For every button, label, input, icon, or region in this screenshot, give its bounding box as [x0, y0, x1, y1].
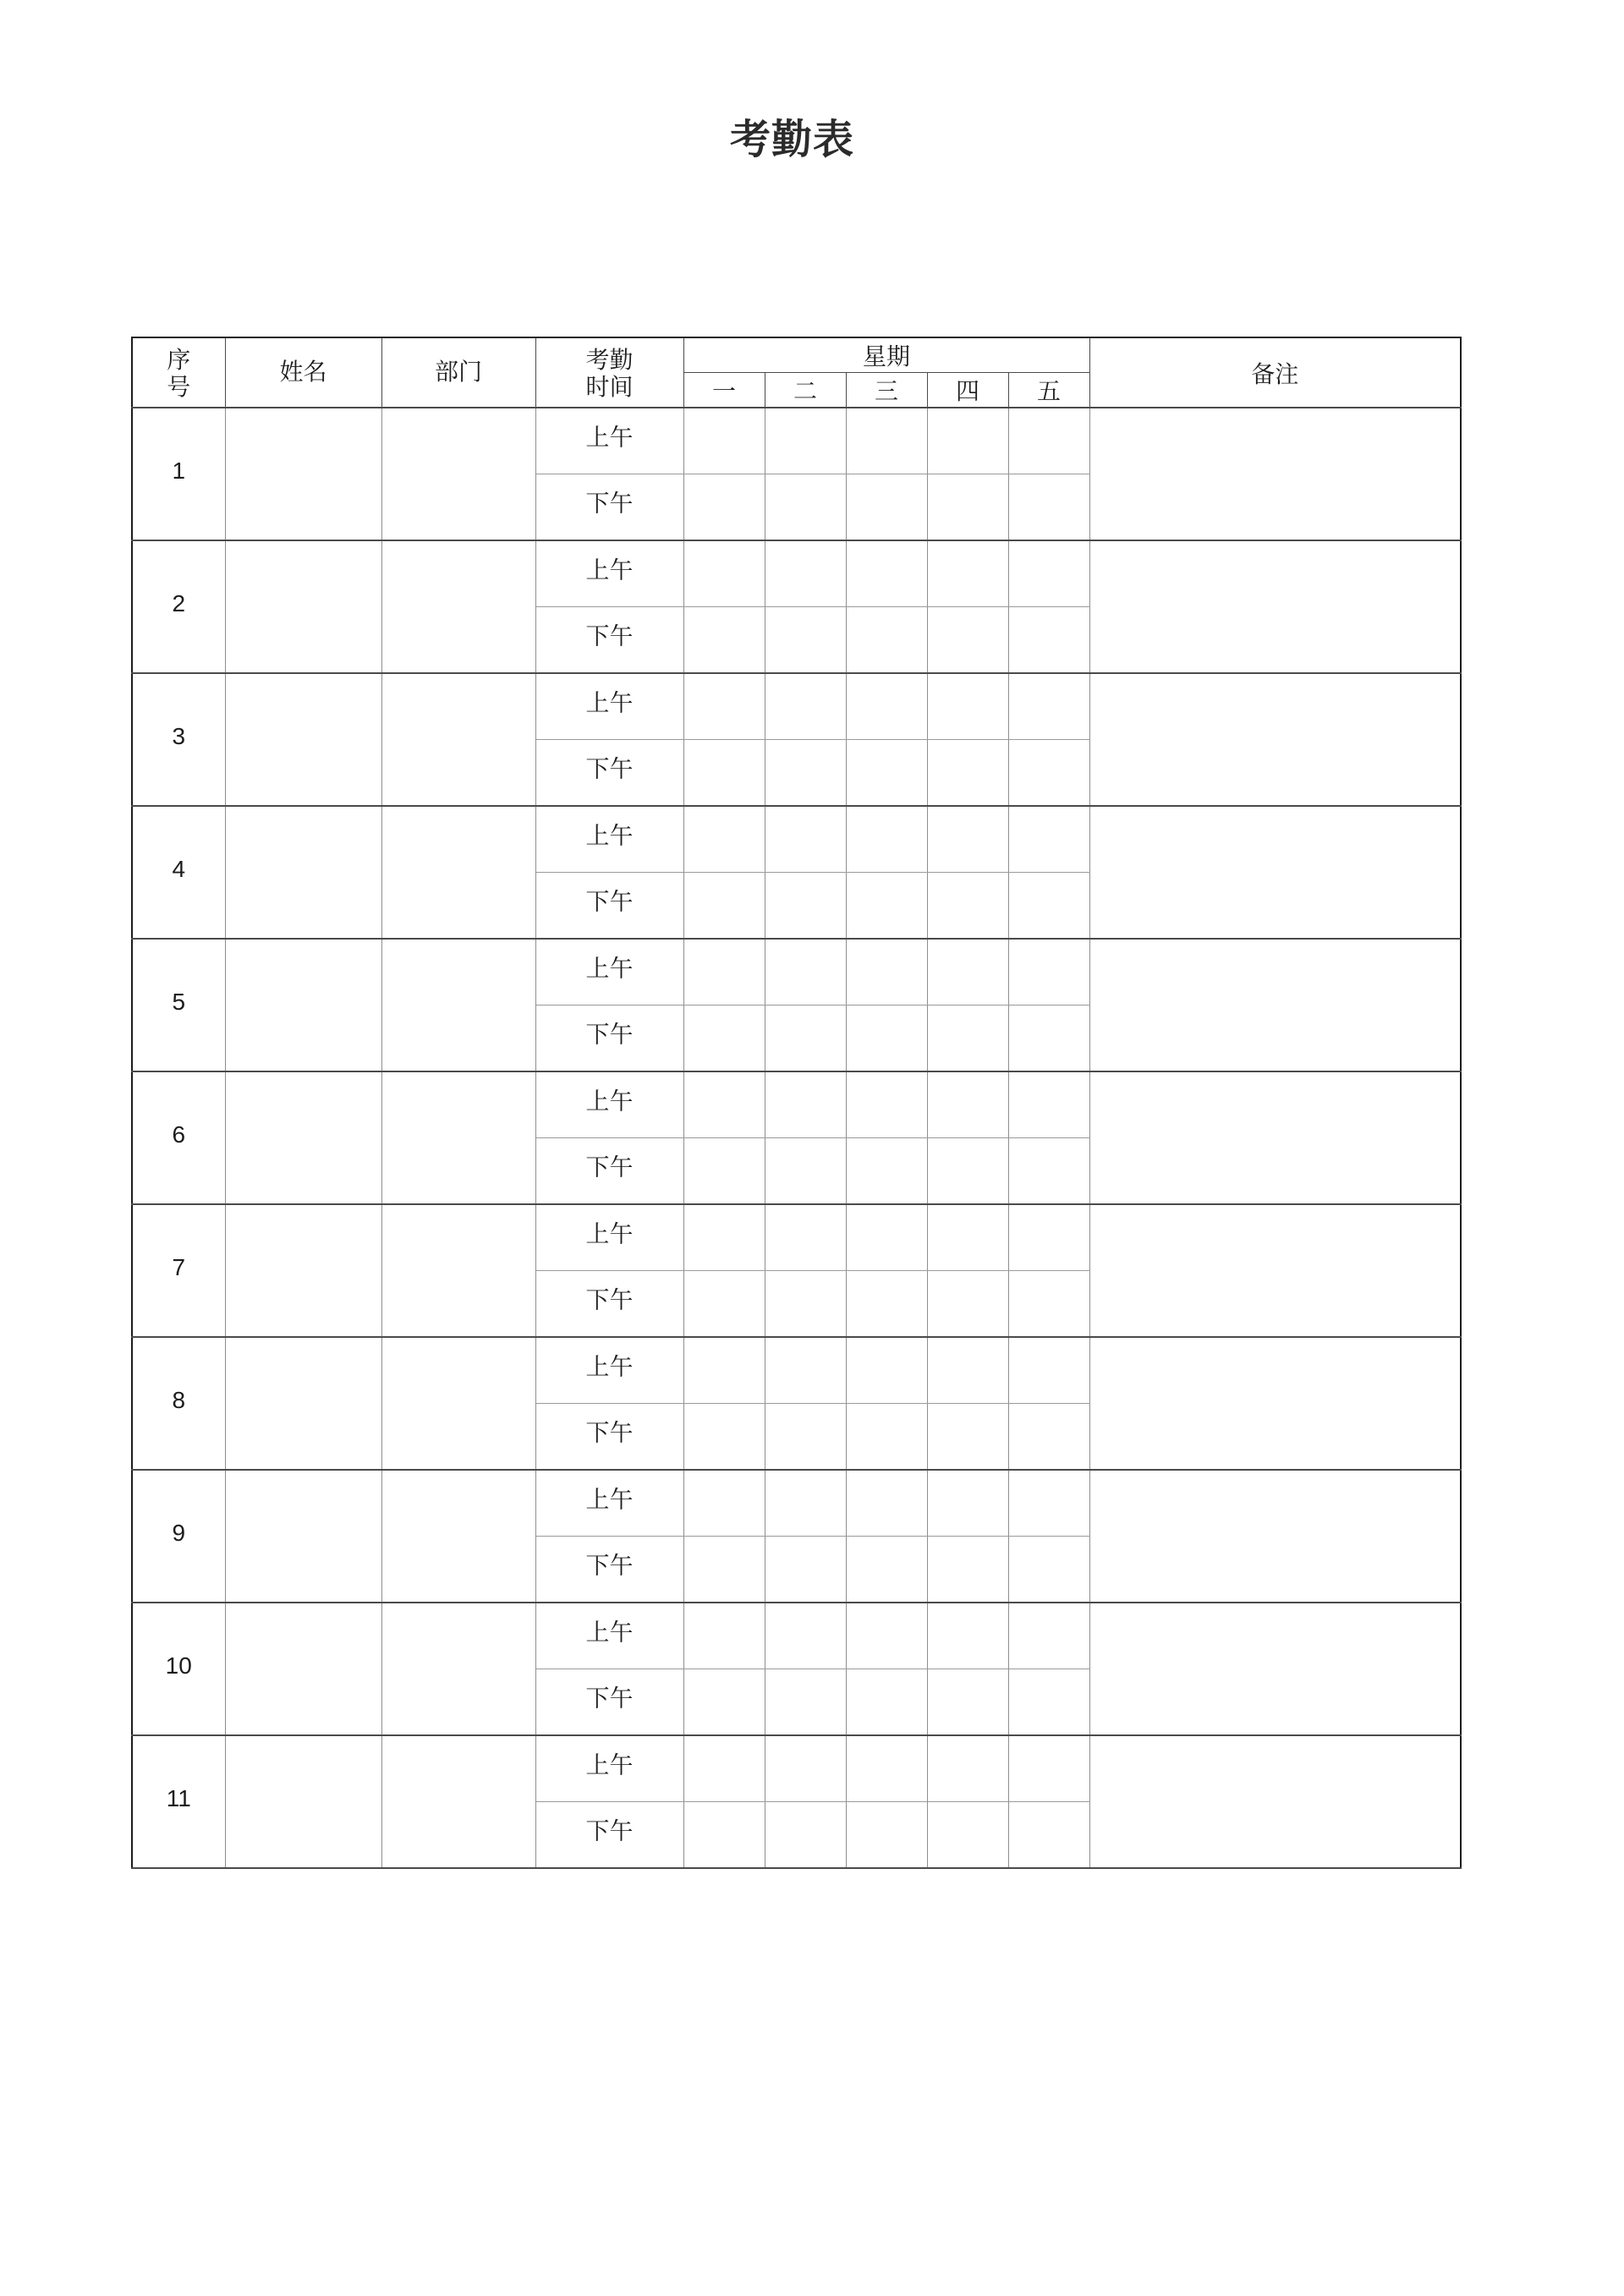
- period-label-afternoon: [535, 607, 683, 674]
- name-input-cell[interactable]: [225, 1470, 381, 1603]
- department-input-cell[interactable]: [381, 1337, 535, 1470]
- attendance-cell-morning[interactable]: [846, 1735, 927, 1802]
- table-row: [132, 806, 1461, 873]
- attendance-cell-afternoon[interactable]: [846, 1404, 927, 1471]
- attendance-cell-afternoon[interactable]: [927, 740, 1008, 807]
- row-index-label: 7: [172, 1253, 186, 1280]
- attendance-cell-afternoon[interactable]: [846, 474, 927, 541]
- period-label-afternoon: [535, 1802, 683, 1869]
- attendance-cell-afternoon[interactable]: [846, 1669, 927, 1736]
- attendance-cell-morning[interactable]: [1008, 1735, 1089, 1802]
- attendance-cell-afternoon[interactable]: [927, 873, 1008, 940]
- period-label-morning: [535, 408, 683, 474]
- attendance-cell-afternoon[interactable]: [846, 1271, 927, 1338]
- attendance-cell-afternoon[interactable]: [927, 1006, 1008, 1072]
- attendance-cell-morning[interactable]: [683, 1735, 765, 1802]
- attendance-cell-afternoon[interactable]: [765, 1802, 846, 1869]
- column-header-weekday-3: 三: [846, 373, 927, 408]
- period-label-afternoon: [535, 873, 683, 940]
- attendance-cell-morning[interactable]: [1008, 1337, 1089, 1404]
- attendance-cell-afternoon[interactable]: [846, 1006, 927, 1072]
- attendance-cell-afternoon[interactable]: [683, 1669, 765, 1736]
- attendance-cell-morning[interactable]: [846, 939, 927, 1006]
- table-row: [132, 408, 1461, 474]
- name-input-cell[interactable]: [225, 408, 381, 540]
- attendance-cell-afternoon[interactable]: [1008, 1669, 1089, 1736]
- attendance-cell-afternoon[interactable]: [1008, 1006, 1089, 1072]
- attendance-cell-afternoon[interactable]: [927, 1271, 1008, 1338]
- department-input-cell[interactable]: [381, 673, 535, 806]
- attendance-cell-afternoon[interactable]: [1008, 740, 1089, 807]
- attendance-cell-morning[interactable]: [683, 806, 765, 873]
- period-label-afternoon: [535, 1138, 683, 1205]
- row-index-cell: [132, 673, 225, 806]
- attendance-cell-morning[interactable]: [927, 673, 1008, 740]
- attendance-cell-morning[interactable]: [1008, 540, 1089, 607]
- attendance-cell-morning[interactable]: [1008, 673, 1089, 740]
- column-header-weekday-1: 一: [683, 373, 765, 408]
- attendance-cell-afternoon[interactable]: [846, 1138, 927, 1205]
- attendance-cell-morning[interactable]: [927, 1204, 1008, 1271]
- attendance-cell-morning[interactable]: [846, 1071, 927, 1138]
- attendance-cell-afternoon[interactable]: [683, 1006, 765, 1072]
- period-label-morning: [535, 673, 683, 740]
- name-input-cell[interactable]: [225, 1204, 381, 1337]
- attendance-cell-afternoon[interactable]: [1008, 1537, 1089, 1603]
- attendance-cell-afternoon[interactable]: [765, 1404, 846, 1471]
- period-label-morning-text: 上午: [585, 1486, 634, 1513]
- remarks-cell[interactable]: [1089, 408, 1461, 540]
- column-header-time-line2: 时间: [585, 373, 634, 400]
- attendance-cell-morning[interactable]: [765, 1204, 846, 1271]
- attendance-cell-afternoon[interactable]: [846, 1537, 927, 1603]
- attendance-cell-afternoon[interactable]: [846, 607, 927, 674]
- period-label-afternoon-text: 下午: [585, 1552, 634, 1579]
- attendance-cell-afternoon[interactable]: [683, 873, 765, 940]
- column-header-weekday-4: 四: [927, 373, 1008, 408]
- remarks-cell[interactable]: [1089, 1470, 1461, 1603]
- row-index-cell: [132, 540, 225, 673]
- department-input-cell[interactable]: [381, 1470, 535, 1603]
- attendance-cell-afternoon[interactable]: [683, 1271, 765, 1338]
- period-label-afternoon-text: 下午: [585, 1021, 634, 1048]
- column-header-attendance-time: [535, 337, 683, 408]
- attendance-cell-morning[interactable]: [846, 408, 927, 474]
- department-input-cell[interactable]: [381, 1603, 535, 1735]
- attendance-cell-morning[interactable]: [683, 408, 765, 474]
- department-input-cell[interactable]: [381, 1071, 535, 1204]
- attendance-cell-morning[interactable]: [765, 1603, 846, 1669]
- attendance-cell-afternoon[interactable]: [683, 1138, 765, 1205]
- department-input-cell[interactable]: [381, 1204, 535, 1337]
- attendance-cell-afternoon[interactable]: [683, 1802, 765, 1869]
- attendance-cell-morning[interactable]: [683, 1603, 765, 1669]
- attendance-cell-afternoon[interactable]: [846, 740, 927, 807]
- attendance-cell-morning[interactable]: [846, 1470, 927, 1537]
- table-row: [132, 1071, 1461, 1138]
- row-index-label: 9: [172, 1519, 186, 1546]
- attendance-cell-afternoon[interactable]: [927, 1669, 1008, 1736]
- row-index-cell: [132, 1603, 225, 1735]
- column-header-index-line2: 号: [167, 373, 191, 400]
- attendance-cell-morning[interactable]: [1008, 1470, 1089, 1537]
- period-label-afternoon-text: 下午: [585, 1153, 634, 1181]
- attendance-cell-morning[interactable]: [683, 1204, 765, 1271]
- name-input-cell[interactable]: [225, 1735, 381, 1868]
- name-input-cell[interactable]: [225, 806, 381, 939]
- period-label-afternoon-text: 下午: [585, 1286, 634, 1313]
- column-header-week-group: 星期: [683, 337, 1089, 373]
- attendance-cell-afternoon[interactable]: [1008, 1271, 1089, 1338]
- header-row-primary: [132, 337, 1461, 373]
- row-index-label: 2: [172, 589, 186, 616]
- attendance-cell-afternoon[interactable]: [1008, 1802, 1089, 1869]
- attendance-cell-afternoon[interactable]: [1008, 1404, 1089, 1471]
- period-label-afternoon: [535, 1537, 683, 1603]
- attendance-cell-morning[interactable]: [1008, 408, 1089, 474]
- row-index-label: 8: [172, 1386, 186, 1413]
- attendance-cell-morning[interactable]: [683, 1337, 765, 1404]
- attendance-cell-morning[interactable]: [1008, 1071, 1089, 1138]
- table-row: [132, 540, 1461, 607]
- attendance-cell-morning[interactable]: [683, 1071, 765, 1138]
- remarks-cell[interactable]: [1089, 1603, 1461, 1735]
- period-label-morning: [535, 806, 683, 873]
- attendance-cell-morning[interactable]: [846, 1204, 927, 1271]
- column-header-weekday-2: 二: [765, 373, 846, 408]
- department-input-cell[interactable]: [381, 939, 535, 1071]
- period-label-morning: [535, 1204, 683, 1271]
- table-row: [132, 1603, 1461, 1669]
- attendance-cell-morning[interactable]: [683, 673, 765, 740]
- department-input-cell[interactable]: [381, 1735, 535, 1868]
- period-label-morning-text: 上午: [585, 822, 634, 849]
- attendance-cell-morning[interactable]: [846, 1337, 927, 1404]
- attendance-cell-afternoon[interactable]: [765, 1138, 846, 1205]
- attendance-cell-morning[interactable]: [683, 939, 765, 1006]
- remarks-cell[interactable]: [1089, 1204, 1461, 1337]
- period-label-afternoon-text: 下午: [585, 1419, 634, 1446]
- attendance-cell-morning[interactable]: [683, 1470, 765, 1537]
- department-input-cell[interactable]: [381, 806, 535, 939]
- attendance-cell-afternoon[interactable]: [927, 1802, 1008, 1869]
- attendance-cell-morning[interactable]: [927, 1337, 1008, 1404]
- remarks-cell[interactable]: [1089, 1071, 1461, 1204]
- name-input-cell[interactable]: [225, 1337, 381, 1470]
- attendance-table: [131, 337, 1462, 1869]
- period-label-afternoon-text: 下午: [585, 755, 634, 782]
- table-row: [132, 1204, 1461, 1271]
- period-label-afternoon-text: 下午: [585, 1685, 634, 1712]
- attendance-cell-afternoon[interactable]: [765, 1669, 846, 1736]
- attendance-cell-afternoon[interactable]: [846, 1802, 927, 1869]
- period-label-morning-text: 上午: [585, 556, 634, 584]
- row-index-label: 1: [172, 457, 186, 484]
- attendance-cell-afternoon[interactable]: [927, 1404, 1008, 1471]
- attendance-cell-morning[interactable]: [927, 939, 1008, 1006]
- attendance-cell-afternoon[interactable]: [1008, 474, 1089, 541]
- period-label-morning-text: 上午: [585, 1751, 634, 1778]
- department-input-cell[interactable]: [381, 540, 535, 673]
- attendance-cell-afternoon[interactable]: [1008, 873, 1089, 940]
- period-label-morning: [535, 939, 683, 1006]
- attendance-cell-morning[interactable]: [1008, 1603, 1089, 1669]
- remarks-cell[interactable]: [1089, 939, 1461, 1071]
- attendance-cell-afternoon[interactable]: [765, 607, 846, 674]
- attendance-cell-afternoon[interactable]: [1008, 1138, 1089, 1205]
- attendance-cell-morning[interactable]: [765, 408, 846, 474]
- attendance-cell-morning[interactable]: [765, 806, 846, 873]
- attendance-cell-afternoon[interactable]: [927, 607, 1008, 674]
- attendance-cell-morning[interactable]: [765, 1470, 846, 1537]
- row-index-label: 6: [172, 1121, 186, 1148]
- period-label-afternoon: [535, 474, 683, 541]
- attendance-cell-morning[interactable]: [1008, 806, 1089, 873]
- name-input-cell[interactable]: [225, 1071, 381, 1204]
- attendance-cell-afternoon[interactable]: [765, 474, 846, 541]
- attendance-cell-afternoon[interactable]: [765, 1006, 846, 1072]
- period-label-afternoon-text: 下午: [585, 622, 634, 649]
- attendance-cell-morning[interactable]: [765, 939, 846, 1006]
- period-label-morning: [535, 1071, 683, 1138]
- attendance-cell-morning[interactable]: [683, 540, 765, 607]
- column-header-index: [132, 337, 225, 408]
- period-label-morning-text: 上午: [585, 424, 634, 451]
- period-label-morning-text: 上午: [585, 1088, 634, 1115]
- period-label-morning: [535, 1735, 683, 1802]
- period-label-morning: [535, 1603, 683, 1669]
- attendance-cell-morning[interactable]: [846, 673, 927, 740]
- row-index-cell: [132, 1204, 225, 1337]
- row-index-cell: [132, 1071, 225, 1204]
- column-header-remarks: 备注: [1089, 337, 1461, 408]
- column-header-name: 姓名: [225, 337, 381, 408]
- row-index-cell: [132, 408, 225, 540]
- remarks-cell[interactable]: [1089, 806, 1461, 939]
- period-label-afternoon-text: 下午: [585, 1817, 634, 1844]
- attendance-cell-morning[interactable]: [846, 1603, 927, 1669]
- period-label-afternoon: [535, 1404, 683, 1471]
- row-index-label: 10: [165, 1652, 192, 1679]
- row-index-cell: [132, 1470, 225, 1603]
- attendance-cell-afternoon[interactable]: [927, 1537, 1008, 1603]
- table-row: [132, 1470, 1461, 1537]
- attendance-cell-afternoon[interactable]: [927, 1138, 1008, 1205]
- attendance-cell-morning[interactable]: [927, 806, 1008, 873]
- row-index-label: 4: [172, 855, 186, 882]
- attendance-cell-afternoon[interactable]: [683, 474, 765, 541]
- department-input-cell[interactable]: [381, 408, 535, 540]
- period-label-afternoon: [535, 1669, 683, 1736]
- table-row: [132, 673, 1461, 740]
- attendance-cell-afternoon[interactable]: [683, 607, 765, 674]
- attendance-cell-morning[interactable]: [927, 1603, 1008, 1669]
- attendance-cell-afternoon[interactable]: [765, 1537, 846, 1603]
- period-label-morning-text: 上午: [585, 1353, 634, 1380]
- period-label-afternoon: [535, 1006, 683, 1072]
- period-label-morning-text: 上午: [585, 1220, 634, 1247]
- attendance-cell-morning[interactable]: [1008, 1204, 1089, 1271]
- attendance-cell-afternoon[interactable]: [846, 873, 927, 940]
- attendance-cell-afternoon[interactable]: [765, 1271, 846, 1338]
- table-header: [132, 337, 1461, 408]
- name-input-cell[interactable]: [225, 673, 381, 806]
- column-header-weekday-5: 五: [1008, 373, 1089, 408]
- name-input-cell[interactable]: [225, 1603, 381, 1735]
- attendance-cell-morning[interactable]: [927, 408, 1008, 474]
- name-input-cell[interactable]: [225, 939, 381, 1071]
- attendance-cell-morning[interactable]: [765, 673, 846, 740]
- attendance-cell-afternoon[interactable]: [927, 474, 1008, 541]
- remarks-cell[interactable]: [1089, 1337, 1461, 1470]
- attendance-cell-morning[interactable]: [927, 1071, 1008, 1138]
- row-index-cell: [132, 1337, 225, 1470]
- table-row: [132, 939, 1461, 1006]
- attendance-cell-afternoon[interactable]: [765, 740, 846, 807]
- period-label-morning: [535, 1337, 683, 1404]
- period-label-morning-text: 上午: [585, 689, 634, 716]
- attendance-cell-morning[interactable]: [846, 806, 927, 873]
- remarks-cell[interactable]: [1089, 1735, 1461, 1868]
- column-header-department: 部门: [381, 337, 535, 408]
- period-label-afternoon-text: 下午: [585, 490, 634, 517]
- attendance-cell-morning[interactable]: [765, 540, 846, 607]
- attendance-cell-afternoon[interactable]: [683, 740, 765, 807]
- row-index-label: 5: [172, 988, 186, 1015]
- page-title: 考勤表: [729, 118, 854, 162]
- period-label-afternoon-text: 下午: [585, 888, 634, 915]
- attendance-cell-morning[interactable]: [927, 1470, 1008, 1537]
- attendance-cell-afternoon[interactable]: [683, 1404, 765, 1471]
- row-index-label: 11: [166, 1784, 191, 1811]
- period-label-afternoon: [535, 1271, 683, 1338]
- attendance-cell-morning[interactable]: [927, 1735, 1008, 1802]
- attendance-cell-afternoon[interactable]: [683, 1537, 765, 1603]
- attendance-cell-morning[interactable]: [1008, 939, 1089, 1006]
- row-index-cell: [132, 1735, 225, 1868]
- remarks-cell[interactable]: [1089, 673, 1461, 806]
- name-input-cell[interactable]: [225, 540, 381, 673]
- attendance-cell-afternoon[interactable]: [765, 873, 846, 940]
- period-label-morning-text: 上午: [585, 1619, 634, 1646]
- period-label-morning: [535, 540, 683, 607]
- column-header-index-line1: 序: [167, 347, 191, 374]
- table-body: [132, 408, 1461, 1868]
- row-index-label: 3: [172, 722, 186, 749]
- attendance-cell-morning[interactable]: [765, 1337, 846, 1404]
- period-label-morning: [535, 1470, 683, 1537]
- period-label-afternoon: [535, 740, 683, 807]
- row-index-cell: [132, 939, 225, 1071]
- attendance-cell-morning[interactable]: [927, 540, 1008, 607]
- table-row: [132, 1337, 1461, 1404]
- attendance-cell-morning[interactable]: [765, 1735, 846, 1802]
- table-row: [132, 1735, 1461, 1802]
- attendance-cell-afternoon[interactable]: [1008, 607, 1089, 674]
- row-index-cell: [132, 806, 225, 939]
- remarks-cell[interactable]: [1089, 540, 1461, 673]
- attendance-cell-morning[interactable]: [846, 540, 927, 607]
- attendance-cell-morning[interactable]: [765, 1071, 846, 1138]
- period-label-morning-text: 上午: [585, 955, 634, 982]
- column-header-time-line1: 考勤: [585, 347, 634, 374]
